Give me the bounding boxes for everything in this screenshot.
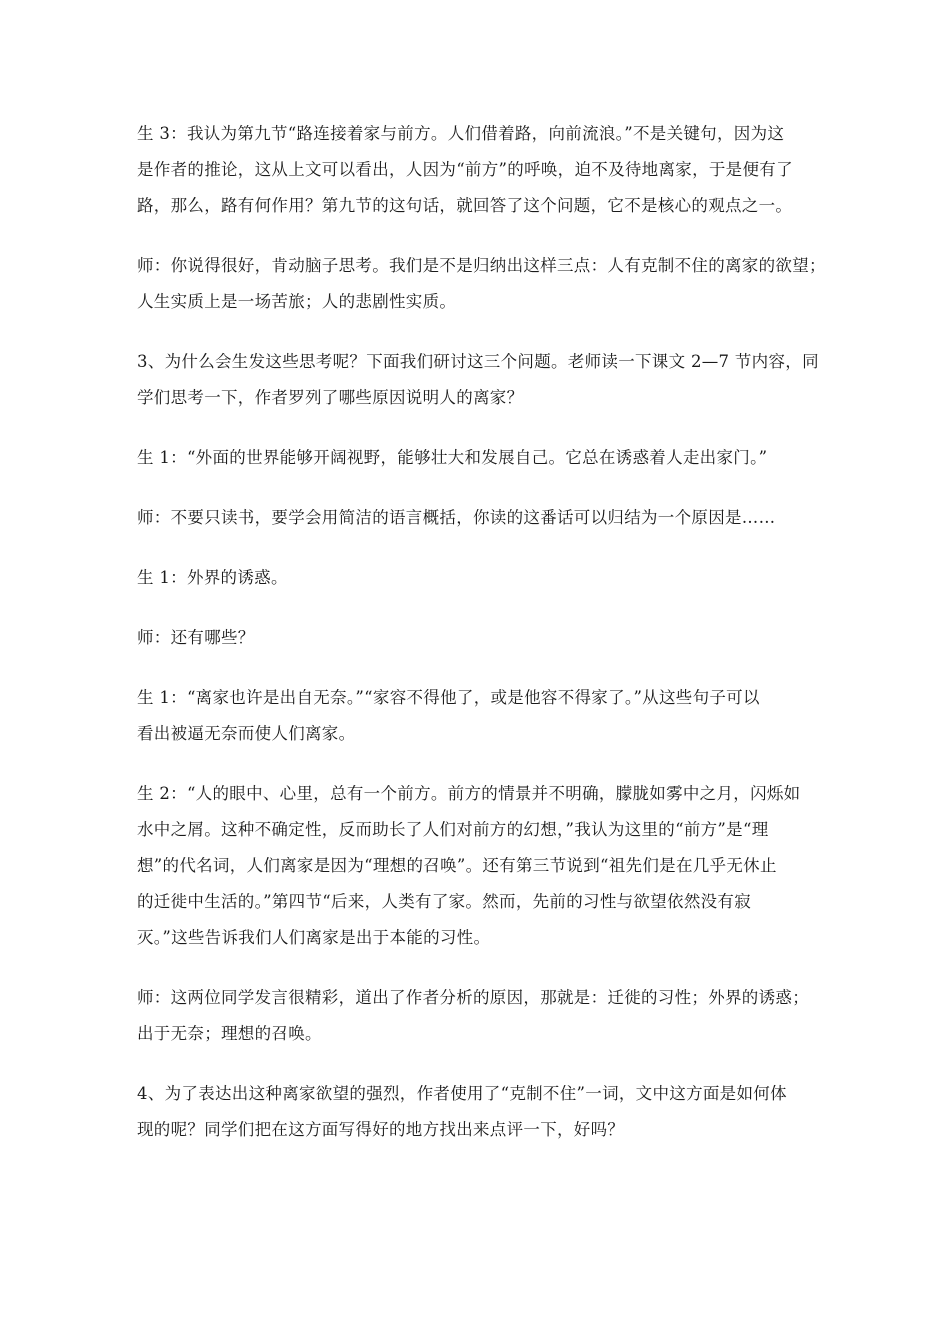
document-body bbox=[137, 116, 826, 1148]
text-line: 是作者的推论，这从上文可以看出，人因为“前方”的呼唤，迫不及待地离家，于是便有了 bbox=[137, 160, 793, 179]
text-line: 4、为了表达出这种离家欲望的强烈，作者使用了“克制不住”一词，文中这方面是如何体 bbox=[137, 1084, 787, 1103]
text-line: 看出被逼无奈而使人们离家。 bbox=[137, 724, 356, 743]
text-line: 生 1：“外面的世界能够开阔视野，能够壮大和发展自己。它总在诱惑着人走出家门。” bbox=[137, 448, 768, 467]
paragraph-student2-analysis bbox=[137, 776, 817, 956]
text-line: 生 2：“人的眼中、心里，总有一个前方。前方的情景并不明确，朦胧如雾中之月，闪烁如 bbox=[137, 784, 801, 803]
text-line: 灭。”这些告诉我们人们离家是出于本能的习性。 bbox=[137, 928, 491, 947]
text-line: 人生实质上是一场苦旅；人的悲剧性实质。 bbox=[137, 292, 457, 311]
text-line: 师：不要只读书，要学会用简洁的语言概括，你读的这番话可以归结为一个原因是…… bbox=[137, 508, 776, 527]
text-line: 师：还有哪些？ bbox=[137, 628, 255, 647]
paragraph-teacher-conclusion bbox=[137, 980, 817, 1052]
text-line: 师：你说得很好，肯动脑子思考。我们是不是归纳出这样三点：人有克制不住的离家的欲望； bbox=[137, 256, 826, 275]
text-line: 现的呢？同学们把在这方面写得好的地方找出来点评一下，好吗？ bbox=[137, 1120, 625, 1139]
text-line: 生 3：我认为第九节“路连接着家与前方。人们借着路，向前流浪。”不是关键句，因为这 bbox=[137, 124, 785, 143]
paragraph-student3-key-sentence bbox=[137, 116, 817, 224]
paragraph-teacher-summary bbox=[137, 248, 826, 320]
text-line: 生 1：外界的诱惑。 bbox=[137, 568, 288, 587]
text-line: 的迁徙中生活的。”第四节“后来，人类有了家。然而，先前的习性与欲望依然没有寂 bbox=[137, 892, 752, 911]
text-line: 路，那么，路有何作用？第九节的这句话，就回答了这个问题，它不是核心的观点之一。 bbox=[137, 196, 793, 215]
paragraph-teacher-guidance bbox=[137, 500, 817, 536]
text-line: 师：这两位同学发言很精彩，道出了作者分析的原因，那就是：迁徙的习性；外界的诱惑； bbox=[137, 988, 809, 1007]
paragraph-question-4 bbox=[137, 1076, 817, 1148]
paragraph-student1-answer bbox=[137, 560, 817, 596]
paragraph-teacher-prompt bbox=[137, 620, 817, 656]
text-line: 出于无奈；理想的召唤。 bbox=[137, 1024, 322, 1043]
text-line: 水中之屑。这种不确定性，反而助长了人们对前方的幻想，”我认为这里的“前方”是“理 bbox=[137, 820, 769, 839]
paragraph-student1-reason bbox=[137, 680, 817, 752]
paragraph-student1-quote bbox=[137, 440, 817, 476]
text-line: 生 1：“离家也许是出自无奈。”“家容不得他了，或是他容不得家了。”从这些句子可以 bbox=[137, 688, 760, 707]
text-line: 3、为什么会生发这些思考呢？下面我们研讨这三个问题。老师读一下课文 2—7 节内容，同 bbox=[137, 352, 819, 371]
text-line: 想”的代名词，人们离家是因为“理想的召唤”。还有第三节说到“祖先们是在几乎无休止 bbox=[137, 856, 777, 875]
text-line: 学们思考一下，作者罗列了哪些原因说明人的离家？ bbox=[137, 388, 524, 407]
paragraph-question-3 bbox=[137, 344, 817, 416]
